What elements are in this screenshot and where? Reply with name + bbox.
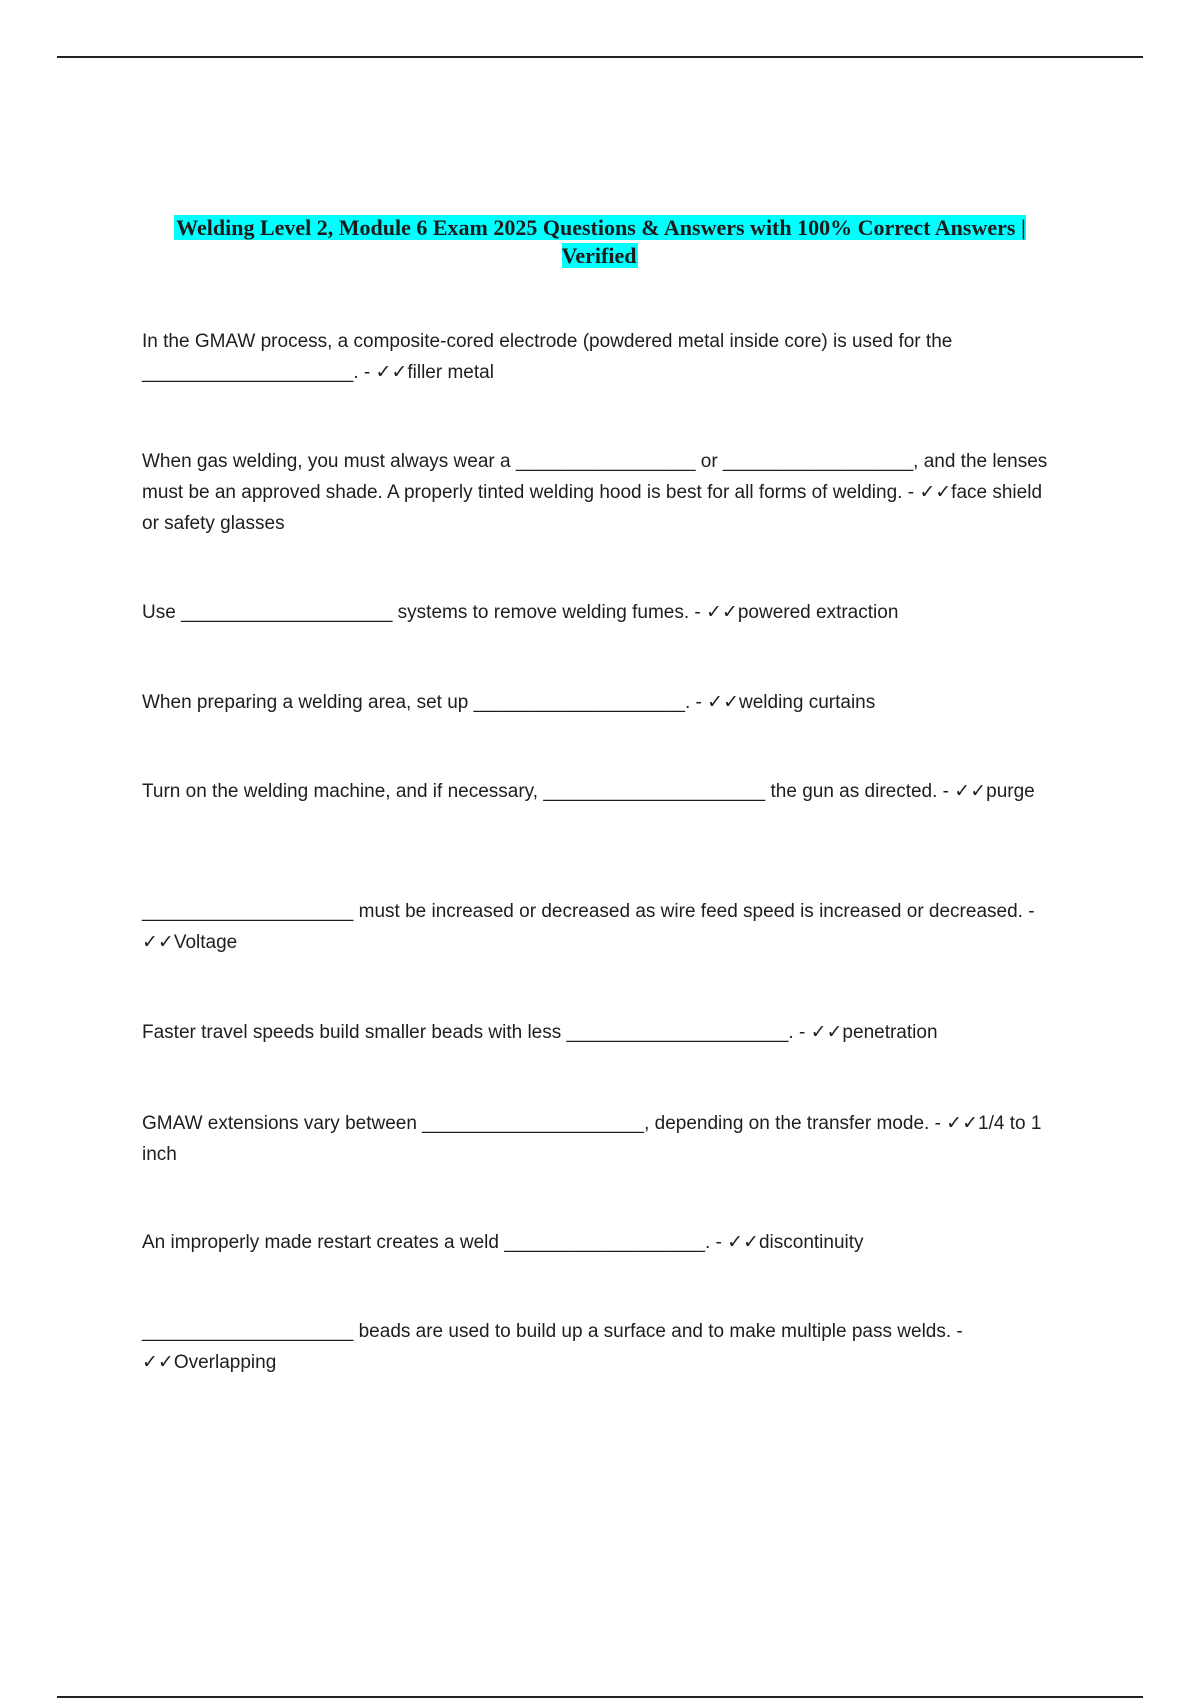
- qa-item-text: GMAW extensions vary between _____________________, depending on the transfer mode. - ✓✓1/4 to 1 inch: [142, 1113, 1047, 1165]
- qa-item: [142, 687, 1062, 718]
- qa-item: [142, 1108, 1062, 1170]
- top-rule: [57, 56, 1143, 58]
- qa-item: [142, 1017, 1062, 1048]
- qa-item-text: Turn on the welding machine, and if necessary, _____________________ the gun as directed. - ✓✓purge: [142, 781, 1035, 802]
- qa-item: [142, 1316, 1062, 1378]
- qa-item-text: Use ____________________ systems to remove welding fumes. - ✓✓powered extraction: [142, 602, 899, 623]
- qa-item-text: When gas welding, you must always wear a _________________ or __________________, and the lenses must be an approved shade. A properly tinted welding hood is best for all forms of welding. - ✓✓face shield or safety glasses: [142, 451, 1053, 534]
- qa-item-text: When preparing a welding area, set up ____________________. - ✓✓welding curtains: [142, 692, 876, 713]
- qa-item-text: ____________________ beads are used to build up a surface and to make multiple pass welds. - ✓✓Overlapping: [142, 1321, 969, 1373]
- document-title: [140, 214, 1060, 270]
- qa-item: [142, 326, 1062, 388]
- qa-item: [142, 1227, 1062, 1258]
- qa-item: [142, 776, 1062, 807]
- document-title-text: Welding Level 2, Module 6 Exam 2025 Questions & Answers with 100% Correct Answers | Verified: [176, 215, 1026, 268]
- qa-item-text: Faster travel speeds build smaller beads with less _____________________. - ✓✓penetration: [142, 1022, 938, 1043]
- bottom-rule: [57, 1696, 1143, 1698]
- qa-item-text: ____________________ must be increased or decreased as wire feed speed is increased or decreased. - ✓✓Voltage: [142, 901, 1040, 953]
- qa-item: [142, 446, 1062, 539]
- qa-item: [142, 896, 1062, 958]
- qa-item-text: An improperly made restart creates a weld ___________________. - ✓✓discontinuity: [142, 1232, 864, 1253]
- qa-item-text: In the GMAW process, a composite-cored electrode (powdered metal inside core) is used for the ____________________. - ✓✓filler metal: [142, 331, 958, 383]
- qa-item: [142, 597, 1062, 628]
